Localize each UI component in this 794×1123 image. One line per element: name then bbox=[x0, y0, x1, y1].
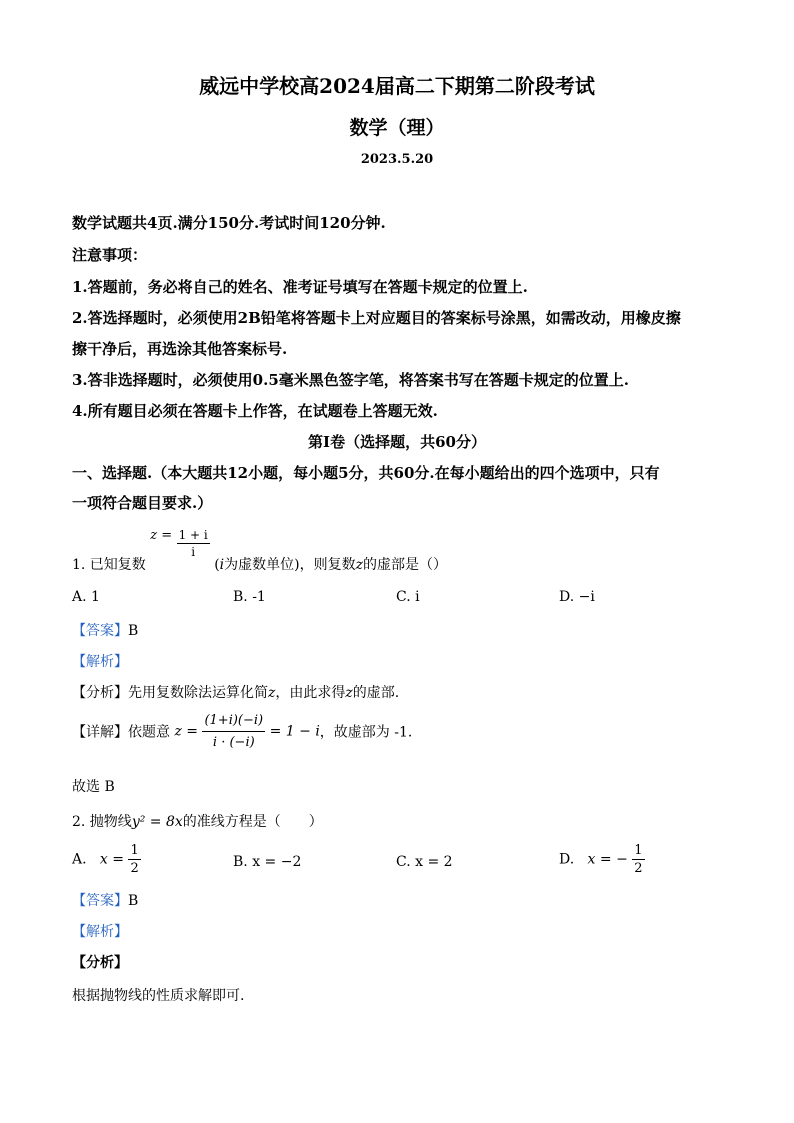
notice-item: 3.答非选择题时，必须使用0.5毫米黑色签字笔，将答案书写在答题卡规定的位置上. bbox=[72, 371, 629, 389]
q1-fraction: $\frac{1 + i}{i}$ bbox=[178, 527, 208, 559]
notice-item: 1.答题前，务必将自己的姓名、准考证号填写在答题卡规定的位置上. bbox=[72, 278, 528, 296]
question-2: 2. 抛物线y² = 8x的准线方程是（ ） bbox=[72, 814, 323, 830]
notice-heading: 注意事项： bbox=[72, 246, 148, 264]
q1-option-a: A. 1 bbox=[72, 589, 100, 605]
q1-answer: 【答案】B bbox=[72, 623, 139, 639]
detail-tag: 【详解】 bbox=[72, 724, 128, 741]
notice-item: 2.答选择题时，必须使用2B铅笔将答题卡上对应题目的答案标号涂黑，如需改动，用橡皮擦 bbox=[72, 309, 681, 327]
section-instruction: 一项符合题目要求.） bbox=[72, 494, 213, 512]
exam-date: 2023.5.20 bbox=[360, 152, 434, 167]
answer-tag: 【答案】 bbox=[72, 623, 128, 639]
q2-option-b: B. x = −2 bbox=[233, 854, 302, 870]
q1-analysis-tag: 【解析】 bbox=[72, 654, 128, 670]
q2-answer: 【答案】B bbox=[72, 893, 139, 909]
fenxi-tag: 【分析】 bbox=[72, 685, 128, 701]
question-1: 1. 已知复数 z = $\frac{1 + i}{i}$ (i为虚数单位)，则复数z的虚部是（） bbox=[72, 527, 448, 573]
section-instruction: 一、选择题.（本大题共12小题，每小题5分，共60分.在每小题给出的四个选项中，只有 bbox=[72, 464, 660, 482]
q1-option-b: B. -1 bbox=[233, 589, 266, 605]
q1-option-d: D. −i bbox=[559, 589, 595, 605]
notice-item: 4.所有题目必须在答题卡上作答，在试题卷上答题无效. bbox=[72, 402, 438, 420]
q1-fenxi: 【分析】先用复数除法运算化简z，由此求得z的虚部. bbox=[72, 685, 400, 701]
answer-tag: 【答案】 bbox=[72, 893, 128, 909]
q1-detail-fraction: $\frac{(1+i)(-i)}{i \cdot (-i)}$ bbox=[204, 713, 264, 750]
subject-title: 数学（理） bbox=[349, 117, 445, 139]
notice-item: 擦干净后，再选涂其他答案标号. bbox=[72, 340, 288, 358]
q2-analysis-tag: 【解析】 bbox=[72, 924, 128, 940]
q2-fenxi-tag: 【分析】 bbox=[72, 955, 128, 971]
q1-option-c: C. i bbox=[396, 589, 420, 605]
q2-option-c: C. x = 2 bbox=[396, 854, 453, 870]
q2-fenxi-text: 根据抛物线的性质求解即可. bbox=[72, 988, 245, 1004]
section-title: 第I卷（选择题，共60分） bbox=[308, 433, 486, 451]
q2-option-a: A. x = $\frac{1}{2}$ bbox=[72, 843, 139, 876]
q1-detail: 【详解】依题意 z = $\frac{(1+i)(-i)}{i \cdot (-i)}$ = 1 − i，故虚部为 -1. bbox=[72, 713, 413, 750]
q1-conclusion: 故选 B bbox=[72, 779, 115, 795]
notice-intro: 数学试题共4页.满分150分.考试时间120分钟. bbox=[72, 214, 386, 232]
exam-title: 威远中学校高2024届高二下期第二阶段考试 bbox=[199, 74, 595, 98]
q2-option-d: D. x = − $\frac{1}{2}$ bbox=[559, 843, 643, 876]
